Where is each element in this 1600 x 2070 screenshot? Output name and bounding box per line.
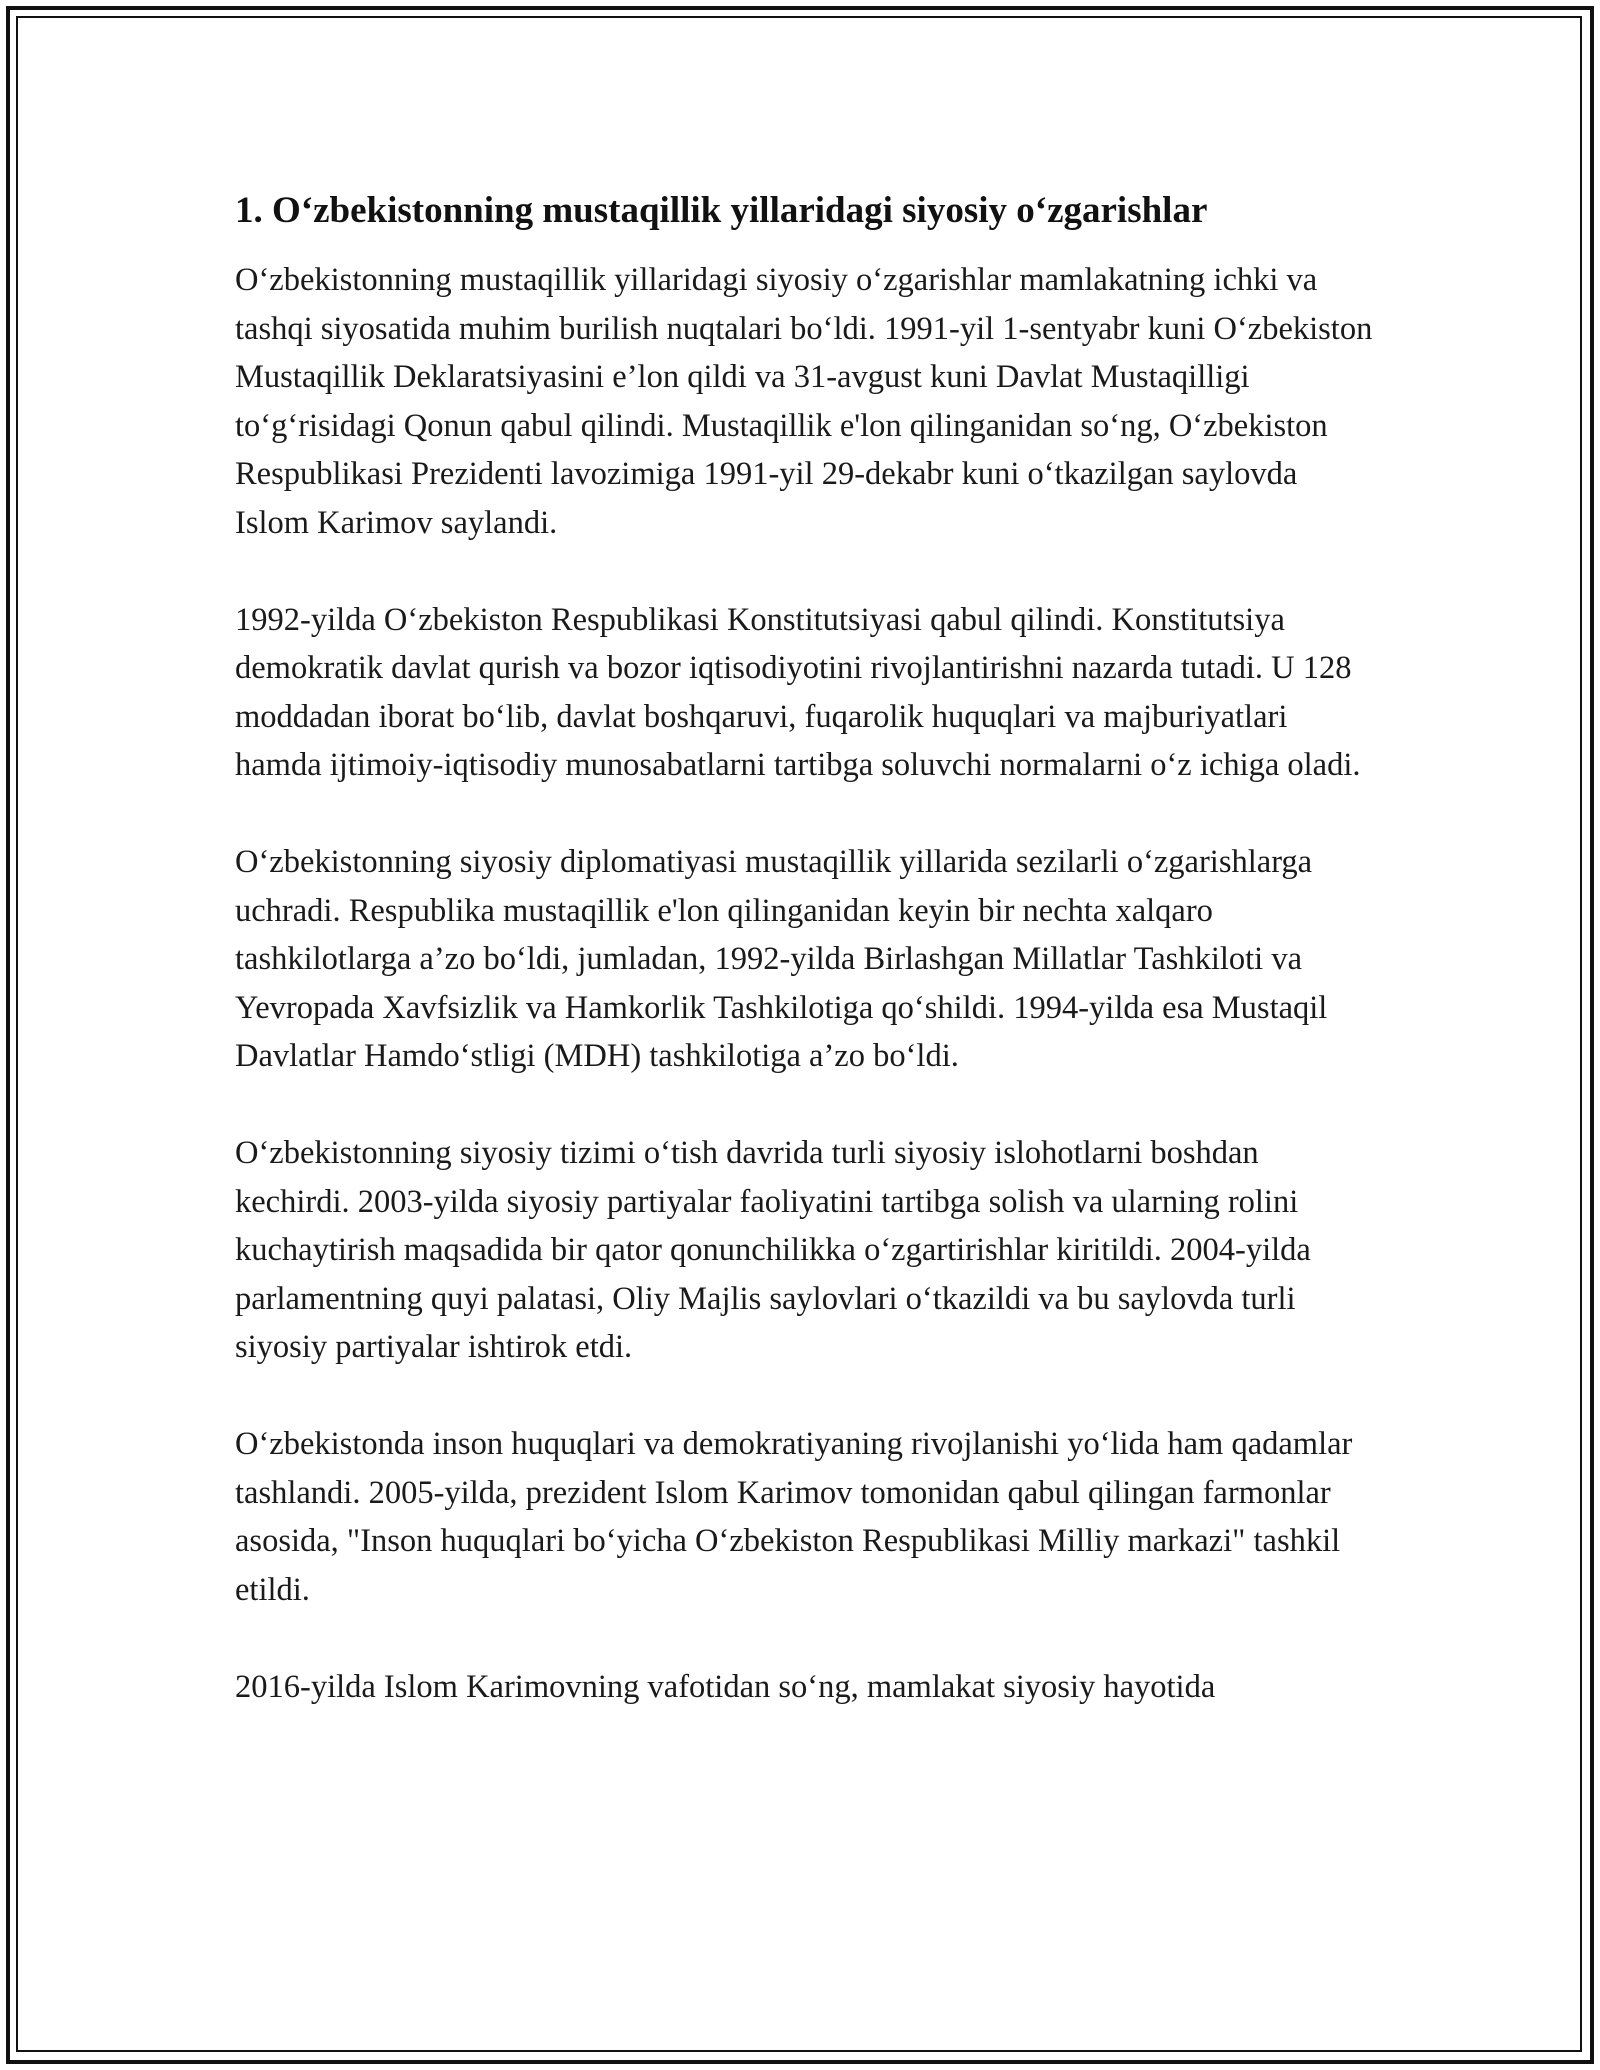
paragraph-political-reforms: O‘zbekistonning siyosiy tizimi o‘tish davrida turli siyosiy islohotlarni boshdan kechirdi. 2003-yilda siyosiy partiyalar faoliyatini tartibga solish va ularning rolini kuchaytirish maqsadida bir qator qonunchilikka o‘zgartirishlar kiritildi. 2004-yilda parlamentning quyi palatasi, Oliy Majlis saylovlari o‘tkazildi va bu saylovda turli siyosiy partiyalar ishtirok etdi.	[235, 1135, 1311, 1365]
paragraph-2016: 2016-yilda Islom Karimovning vafotidan so‘ng, mamlakat siyosiy hayotida	[235, 1668, 1216, 1705]
paragraph-constitution: 1992-yilda O‘zbekiston Respublikasi Konstitutsiyasi qabul qilindi. Konstitutsiya demokratik davlat qurish va bozor iqtisodiyotini rivojlantirishni nazarda tutadi. U 128 moddadan iborat bo‘lib, davlat boshqaruvi, fuqarolik huquqlari va majburiyatlari hamda ijtimoiy-iqtisodiy munosabatlarni tartibga soluvchi normalarni o‘z ichiga oladi.	[235, 601, 1361, 783]
paragraph-human-rights: O‘zbekistonda inson huquqlari va demokratiyaning rivojlanishi yo‘lida ham qadamlar tashlandi. 2005-yilda, prezident Islom Karimov tomonidan qabul qilingan farmonlar asosida, "Inson huquqlari bo‘yicha O‘zbekiston Respublikasi Milliy markazi" tashkil etildi.	[235, 1426, 1353, 1608]
document-body	[235, 186, 1375, 1760]
section-heading: 1. O‘zbekistonning mustaqillik yillaridagi siyosiy o‘zgarishlar	[235, 190, 1208, 231]
paragraph-diplomacy: O‘zbekistonning siyosiy diplomatiyasi mustaqillik yillarida sezilarli o‘zgarishlarga uchradi. Respublika mustaqillik e'lon qilinganidan keyin bir nechta xalqaro tashkilotlarga a’zo bo‘ldi, jumladan, 1992-yilda Birlashgan Millatlar Tashkiloti va Yevropada Xavfsizlik va Hamkorlik Tashkilotiga qo‘shildi. 1994-yilda esa Mustaqil Davlatlar Hamdo‘stligi (MDH) tashkilotiga a’zo bo‘ldi.	[235, 844, 1328, 1074]
paragraph-independence: O‘zbekistonning mustaqillik yillaridagi siyosiy o‘zgarishlar mamlakatning ichki va tashqi siyosatida muhim burilish nuqtalari bo‘ldi. 1991-yil 1-sentyabr kuni O‘zbekiston Mustaqillik Deklaratsiyasini e’lon qildi va 31-avgust kuni Davlat Mustaqilligi to‘g‘risidagi Qonun qabul qilindi. Mustaqillik e'lon qilinganidan so‘ng, O‘zbekiston Respublikasi Prezidenti lavozimiga 1991-yil 29-dekabr kuni o‘tkazilgan saylovda Islom Karimov saylandi.	[235, 262, 1373, 541]
